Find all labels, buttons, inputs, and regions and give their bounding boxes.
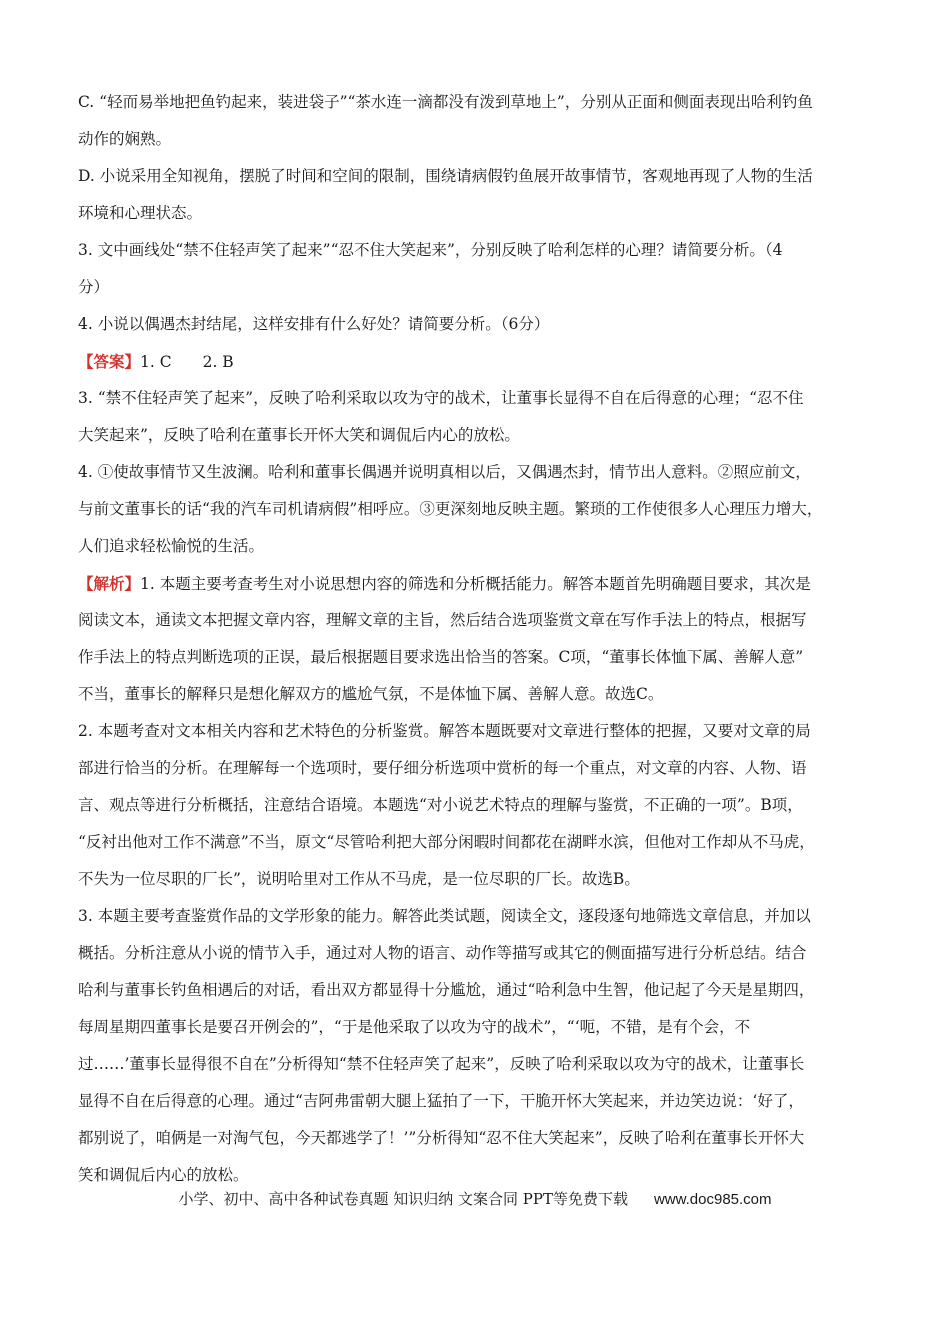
text-line: 环境和心理状态。 [78,204,203,222]
text-line: 过……’董事长显得很不自在”分析得知“禁不住轻声笑了起来”，反映了哈利采取以攻为守的战术，让董事长 [78,1055,805,1073]
text-line: 分） [78,278,110,296]
text-line: 3. 本题主要考查鉴赏作品的文学形象的能力。解答此类试题，阅读全文，逐段逐句地筛选文章信息，并加以 [78,907,811,925]
text-line: 笑和调侃后内心的放松。 [78,1166,249,1184]
footer-url[interactable]: www.doc985.com [653,1191,772,1208]
analysis-tag: 【解析】 [78,574,141,593]
text-line: 4. ①使故事情节又生波澜。哈利和董事长偶遇并说明真相以后，又偶遇杰封，情节出人意料。②照应前文， [78,463,811,481]
text-line: 阅读文本，通读文本把握文章内容，理解文章的主旨，然后结合选项鉴赏文章在写作手法上的特点，根据写 [78,611,807,629]
text-line: 3. 文中画线处“禁不住轻声笑了起来”“忍不住大笑起来”，分别反映了哈利怎样的心理？请简要分析。（4 [78,241,783,259]
text-line: 不当，董事长的解释只是想化解双方的尴尬气氛，不是体恤下属、善解人意。故选C。 [78,685,664,703]
text-line: 4. 小说以偶遇杰封结尾，这样安排有什么好处？请简要分析。（6分） [78,315,550,333]
text-line: D. 小说采用全知视角，摆脱了时间和空间的限制，围绕请病假钓鱼展开故事情节，客观地再现了人物的生活 [78,167,813,185]
answer-tag: 【答案】 [78,352,141,371]
analysis-line [78,565,878,602]
footer-text: 小学、初中、高中各种试卷真题 知识归纳 文案合同 PPT等免费下载 [178,1190,628,1208]
answer-line [78,343,878,380]
text-line: 3. “禁不住轻声笑了起来”，反映了哈利采取以攻为守的战术，让董事长显得不自在后得意的心理；“忍不住 [78,389,804,407]
text-line: 部进行恰当的分析。在理解每一个选项时，要仔细分析选项中赏析的每一个重点，对文章的内容、人物、语 [78,759,807,777]
text-line: “反衬出他对工作不满意”不当，原文“尽管哈利把大部分闲暇时间都花在湖畔水滨，但他对工作却从不马虎， [78,833,815,851]
text-line: 言、观点等进行分析概括，注意结合语境。本题选“对小说艺术特点的理解与鉴赏，不正确的一项”。B项， [78,796,803,814]
text-line: 大笑起来”，反映了哈利在董事长开怀大笑和调侃后内心的放松。 [78,426,520,444]
text-line: 与前文董事长的话“我的汽车司机请病假”相呼应。③更深刻地反映主题。繁琐的工作使很多人心理压力增大， [78,500,823,518]
text-line: 动作的娴熟。 [78,130,172,148]
text-line: 哈利与董事长钓鱼相遇后的对话，看出双方都显得十分尴尬，通过“哈利急中生智，他记起了今天是星期四， [78,981,815,999]
text-line: 人们追求轻松愉悦的生活。 [78,537,265,555]
text-line: 作手法上的特点判断选项的正误，最后根据题目要求选出恰当的答案。C项，“董事长体恤下属、善解人意” [78,648,804,666]
analysis-text: 1. 本题主要考查考生对小说思想内容的筛选和分析概括能力。解答本题首先明确题目要求，其次是 [140,575,811,593]
text-line: 每周星期四董事长是要召开例会的”，“于是他采取了以攻为守的战术”，“‘呃，不错，是有个会，不 [78,1018,751,1036]
text-line: 显得不自在后得意的心理。通过“吉阿弗雷朝大腿上猛拍了一下，干脆开怀大笑起来，并边笑边说：‘好了， [78,1092,804,1110]
document-body [78,84,878,1194]
text-line: C. “轻而易举地把鱼钓起来，装进袋子”“茶水连一滴都没有泼到草地上”，分别从正面和侧面表现出哈利钓鱼 [78,93,813,111]
text-line: 2. 本题考查对文本相关内容和艺术特色的分析鉴赏。解答本题既要对文章进行整体的把握，又要对文章的局 [78,722,811,740]
text-line: 不失为一位尽职的厂长”，说明哈里对工作从不马虎，是一位尽职的厂长。故选B。 [78,870,640,888]
answer-text: 1. C 2. B [140,353,234,371]
text-line: 都别说了，咱俩是一对淘气包，今天都逃学了！’”分析得知“忍不住大笑起来”，反映了哈利在董事长开怀大 [78,1129,805,1147]
page-footer [0,1188,950,1209]
text-line: 概括。分析注意从小说的情节入手，通过对人物的语言、动作等描写或其它的侧面描写进行分析总结。结合 [78,944,807,962]
